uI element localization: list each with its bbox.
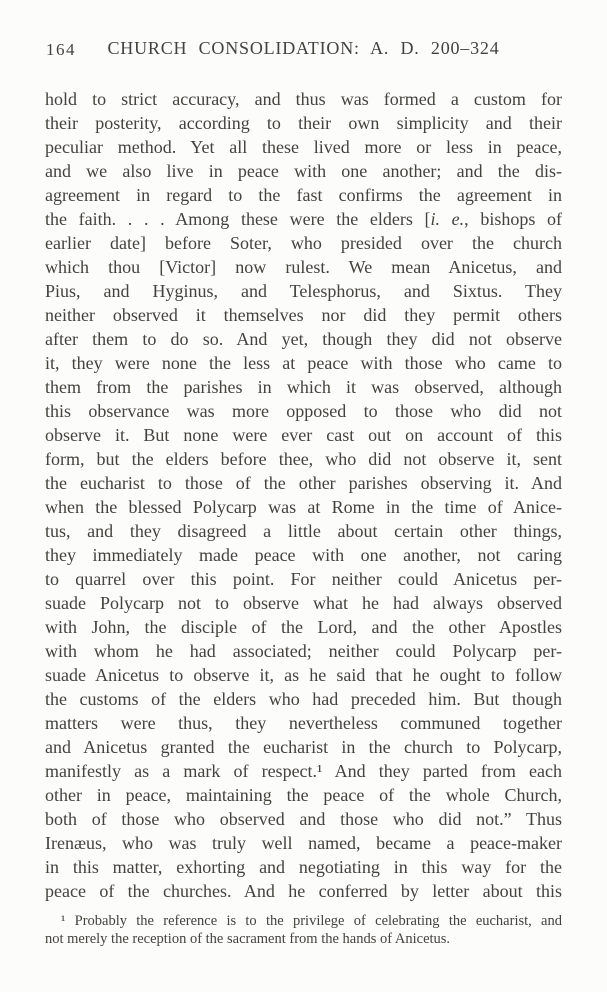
- text-line: neither observed it themselves nor did they permit others: [45, 305, 562, 325]
- running-head: [45, 38, 562, 58]
- text-line: peculiar method. Yet all these lived more or less in peace,: [45, 137, 562, 157]
- text-line: form, but the elders before thee, who did not observe it, sent: [45, 449, 562, 469]
- page-number: 164: [46, 40, 76, 59]
- text-line: matters were thus, they nevertheless communed together: [45, 713, 562, 733]
- text-line: both of those who observed and those who did not.” Thus: [45, 809, 562, 829]
- text-line: Irenæus, who was truly well named, became a peace-maker: [45, 833, 562, 853]
- text-line: and Anicetus granted the eucharist in the church to Polycarp,: [45, 737, 562, 757]
- text-line: them from the parishes in which it was observed, although: [45, 377, 562, 397]
- text-line: peace of the churches. And he conferred by letter about this: [45, 881, 562, 901]
- text-line: manifestly as a mark of respect.¹ And they parted from each: [45, 761, 562, 781]
- text-line: Pius, and Hyginus, and Telesphorus, and Sixtus. They: [45, 281, 562, 301]
- text-line: hold to strict accuracy, and thus was formed a custom for: [45, 89, 562, 109]
- text-line: when the blessed Polycarp was at Rome in the time of Anice-: [45, 497, 562, 517]
- text-line: after them to do so. And yet, though they did not observe: [45, 329, 562, 349]
- text-line: suade Anicetus to observe it, as he said that he ought to follow: [45, 665, 562, 685]
- footnote-line: ¹ Probably the reference is to the privilege of celebrating the eucharist, and: [61, 913, 562, 929]
- text-line: observe it. But none were ever cast out on account of this: [45, 425, 562, 445]
- body-text: [45, 87, 562, 903]
- text-line: to quarrel over this point. For neither could Anicetus per-: [45, 569, 562, 589]
- text-line: earlier date] before Soter, who presided over the church: [45, 233, 562, 253]
- text-line: their posterity, according to their own simplicity and their: [45, 113, 562, 133]
- text-line: tus, and they disagreed a little about certain other things,: [45, 521, 562, 541]
- footnote: [45, 912, 562, 948]
- text-line: agreement in regard to the fast confirms the agreement in: [45, 185, 562, 205]
- text-line: in this matter, exhorting and negotiating in this way for the: [45, 857, 562, 877]
- text-line: the faith. . . . Among these were the elders [i. e., bishops of: [45, 209, 562, 229]
- text-line: with John, the disciple of the Lord, and the other Apostles: [45, 617, 562, 637]
- text-line: they immediately made peace with one another, not caring: [45, 545, 562, 565]
- footnote-line: not merely the reception of the sacrament from the hands of Anicetus.: [45, 931, 451, 947]
- text-line: which thou [Victor] now rulest. We mean Anicetus, and: [45, 257, 562, 277]
- text-line: with whom he had associated; neither could Polycarp per-: [45, 641, 562, 661]
- text-line: suade Polycarp not to observe what he had always observed: [45, 593, 562, 613]
- page-content: [45, 38, 562, 948]
- text-line: the customs of the elders who had preceded him. But though: [45, 689, 562, 709]
- text-line: this observance was more opposed to those who did not: [45, 401, 562, 421]
- text-line: other in peace, maintaining the peace of the whole Church,: [45, 785, 562, 805]
- text-line: the eucharist to those of the other parishes observing it. And: [45, 473, 562, 493]
- text-line: and we also live in peace with one another; and the dis-: [45, 161, 562, 181]
- chapter-header: CHURCH CONSOLIDATION: A. D. 200–324: [107, 38, 500, 58]
- text-line: it, they were none the less at peace with those who came to: [45, 353, 562, 373]
